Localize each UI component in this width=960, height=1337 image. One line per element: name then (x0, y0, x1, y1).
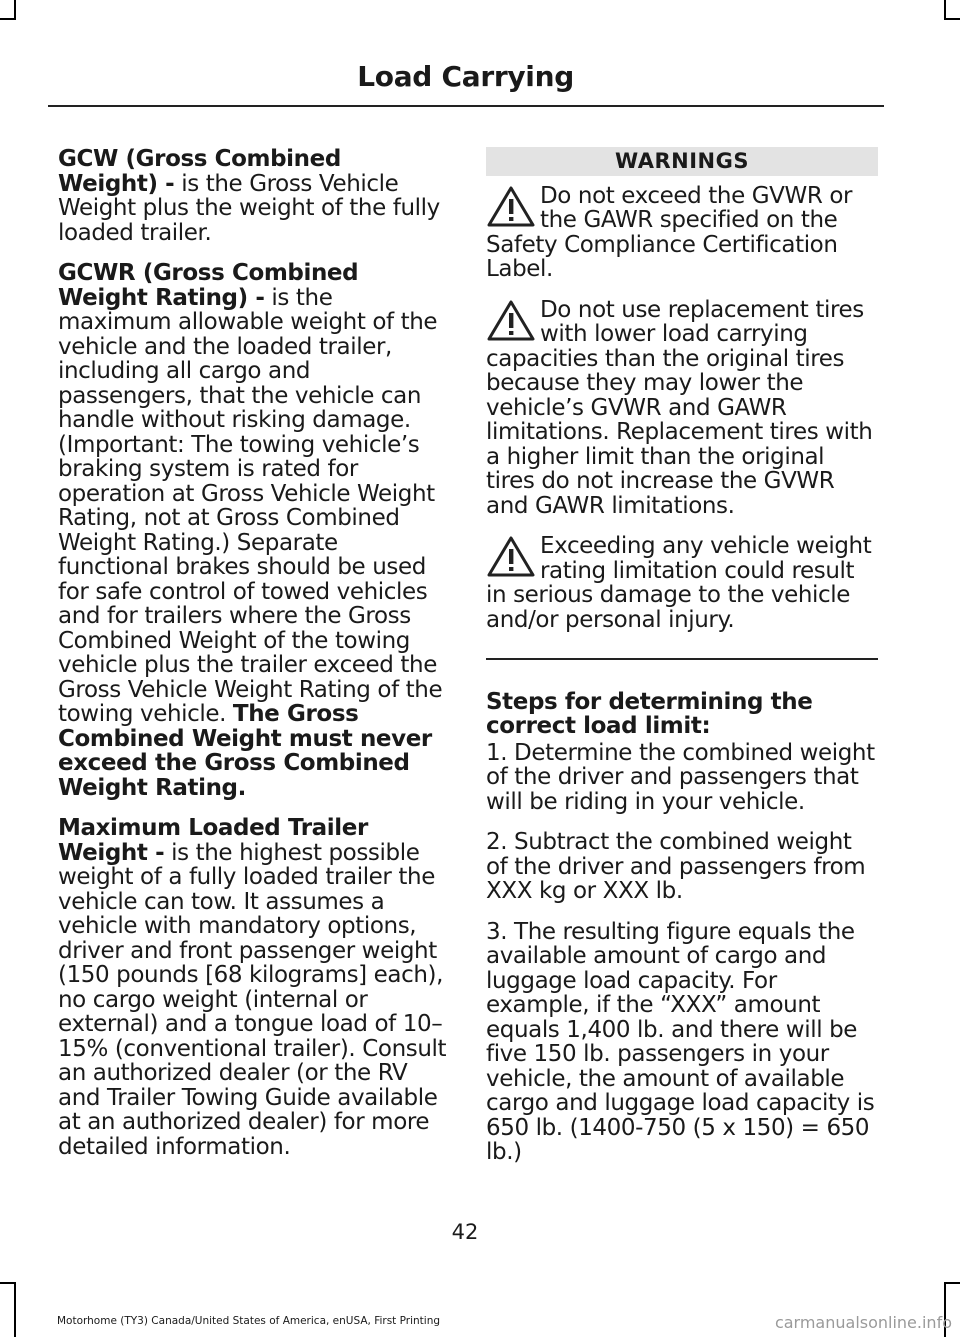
warning-triangle-icon (486, 534, 536, 580)
warning-text: Exceeding any vehicle weight rating limitation could result in serious damage to the vehicle and/or personal injury. (486, 533, 872, 633)
warning-text: Do not exceed the GVWR or the GAWR specified on the Safety Compliance Certification Label. (486, 182, 853, 282)
step-item: 1. Determine the combined weight of the driver and passengers that will be riding in your vehicle. (486, 739, 875, 815)
warning-item (486, 534, 878, 632)
warning-item (486, 184, 878, 282)
gcwr-term: GCWR (Gross Combined Weight Rating) - (58, 260, 359, 311)
gcwr-text: is the maximum allowable weight of the vehicle and the loaded trailer, including all cargo and passengers, that the vehicle can handle without risking damage. (Important: The towing vehicle’s braking system is rated for operation at Gross Vehicle Weight Rating, not at Gross Combined Weight Rating.) Separate functional brakes should be used for safe control of towed vehicles and for trailers where the Gross Combined Weight of the towing vehicle plus the trailer exceed the Gross Vehicle Weight Rating of the towing vehicle. (58, 284, 443, 727)
page-title: Load Carrying (357, 60, 574, 93)
crop-mark (0, 1282, 16, 1284)
mltw-definition (58, 816, 448, 1159)
page-number: 42 (451, 1220, 479, 1244)
mltw-term: Maximum Loaded Trailer Weight - (58, 815, 368, 866)
gcw-definition (58, 147, 448, 245)
crop-mark (944, 18, 960, 20)
header-divider (48, 105, 884, 107)
warnings-heading: WARNINGS (486, 147, 878, 176)
gcwr-emphasis: The Gross Combined Weight must never exceed the Gross Combined Weight Rating. (58, 701, 432, 801)
warning-item (486, 298, 878, 519)
warning-triangle-icon (486, 184, 536, 230)
crop-mark (0, 18, 16, 20)
crop-mark (944, 1282, 960, 1284)
gcw-term: GCW (Gross Combined Weight) - (58, 146, 341, 197)
crop-mark (14, 0, 16, 20)
step-item: 3. The resulting figure equals the available amount of cargo and luggage load capacity. For example, if the “XXX” amount equals 1,400 lb. and there will be five 150 lb. passengers in your vehicle, the amount of available cargo and luggage load capacity is 650 lb. (1400-750 (5 x 150) = 650 lb.) (486, 918, 875, 1165)
publication-info: Motorhome (TY3) Canada/United States of America, enUSA, First Printing (57, 1315, 441, 1327)
watermark: carmanualsonline.info (774, 1313, 952, 1332)
crop-mark (14, 1282, 16, 1337)
left-column (58, 147, 448, 1175)
warning-text: Do not use replacement tires with lower load carrying capacities than the original tires because they may lower the vehicle’s GVWR and GAWR limitations. Replacement tires with a higher limit than the original tires do not increase the GVWR and GAWR limitations. (486, 296, 873, 519)
step-item: 2. Subtract the combined weight of the driver and passengers from XXX kg or XXX lb. (486, 829, 866, 904)
steps-heading: Steps for determining the correct load limit: (486, 688, 813, 739)
gcw-text: is the Gross Vehicle Weight plus the weight of the fully loaded trailer. (58, 170, 440, 246)
warnings-divider (486, 658, 878, 660)
gcwr-definition (58, 261, 448, 800)
crop-mark (944, 0, 946, 20)
right-column (486, 147, 878, 1181)
warning-triangle-icon (486, 298, 536, 344)
mltw-text: is the highest possible weight of a fully loaded trailer the vehicle can tow. It assumes a vehicle with mandatory options, driver and front passenger weight (150 pounds [68 kilograms] each), no cargo weight (internal or external) and a tongue load of 10–15% (conventional trailer). Consult an authorized dealer (or the RV and Trailer Towing Guide available at an authorized dealer) for more detailed information. (58, 839, 447, 1160)
